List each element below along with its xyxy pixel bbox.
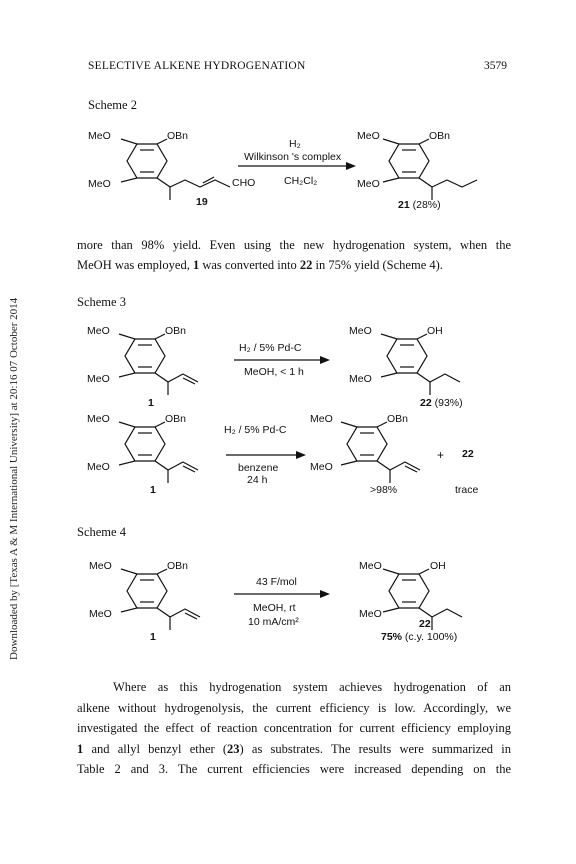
s4-cond-current: 10 mA/cm² <box>248 616 299 628</box>
p1-line2: MeOH was employed, 1 was converted into 22 in 75% yield (Scheme 4). <box>77 257 443 272</box>
scheme3-row2-reactant-ring <box>119 422 198 483</box>
s3r2-cond-solvent: benzene <box>238 462 279 474</box>
s4-cond-charge: 43 F/mol <box>256 576 297 588</box>
paragraph-2 <box>77 677 511 780</box>
s4-reactant-meo-bottom: MeO <box>89 608 112 620</box>
s3r2-side-product-amount: trace <box>455 484 479 496</box>
s3r1-cond-below: MeOH, < 1 h <box>244 366 304 378</box>
s4-product-number: 22 <box>419 618 431 630</box>
s2-cond-solvent: CH₂Cl₂ <box>284 175 318 187</box>
scheme-2-title: Scheme 2 <box>88 98 137 112</box>
p2-line2: alkene without hydrogenolysis, the current efficiency is low. Accordingly, we <box>77 700 511 715</box>
s2-product-meo-top: MeO <box>357 130 380 142</box>
s3r2-plus-sign: + <box>437 448 445 462</box>
scheme3-row1-reactant-ring <box>119 334 198 395</box>
s3r1-product-number: 22 <box>420 397 432 409</box>
s4-product-oh: OH <box>430 560 446 572</box>
s4-reactant-number: 1 <box>150 631 156 643</box>
download-note: Downloaded by [Texas A & M International University] at 20:16 07 October 2014 <box>8 297 20 660</box>
s3r1-reactant-meo-top: MeO <box>87 325 110 337</box>
s2-reactant-meo-top: MeO <box>88 130 111 142</box>
p2-line3: investigated the effect of reaction concentration for current efficiency employing <box>77 721 511 735</box>
scheme3-row2-product-ring <box>341 422 420 483</box>
s2-product-meo-bottom: MeO <box>357 178 380 190</box>
s3r1-cond-above: H₂ / 5% Pd-C <box>239 342 302 354</box>
scheme-4-title: Scheme 4 <box>77 525 126 539</box>
s3r2-reactant-obn: OBn <box>165 413 187 425</box>
running-head: SELECTIVE ALKENE HYDROGENATION <box>88 60 306 72</box>
s4-product-yield: 75% (c.y. 100%) <box>381 631 458 643</box>
s3r2-cond-above: H₂ / 5% Pd-C <box>224 424 287 436</box>
s2-reactant-number: 19 <box>196 196 208 208</box>
s4-reactant-meo-top: MeO <box>89 560 112 572</box>
paragraph-1 <box>77 236 511 275</box>
s3r2-side-product-number: 22 <box>462 448 474 460</box>
scheme3-row1-product-ring <box>381 334 460 395</box>
scheme-3-title: Scheme 3 <box>77 295 126 309</box>
s2-product-obn: OBn <box>429 130 451 142</box>
s3r2-product-meo-top: MeO <box>310 413 333 425</box>
scheme2-product-ring <box>383 139 477 200</box>
s4-product-meo-top: MeO <box>359 560 382 572</box>
s3r2-reactant-meo-top: MeO <box>87 413 110 425</box>
s3r1-product-meo-top: MeO <box>349 325 372 337</box>
s2-cond-h2: H₂ <box>289 138 301 150</box>
s3r2-reactant-number: 1 <box>150 484 156 496</box>
s2-product-yield: (28%) <box>412 199 441 211</box>
s2-product-number: 21 <box>398 199 410 211</box>
s3r1-product-oh: OH <box>427 325 443 337</box>
s4-product-meo-bottom: MeO <box>359 608 382 620</box>
s3r2-product-obn: OBn <box>387 413 409 425</box>
s3r1-reactant-meo-bottom: MeO <box>87 373 110 385</box>
s3r2-reactant-meo-bottom: MeO <box>87 461 110 473</box>
s2-product-label <box>398 199 441 211</box>
s2-reactant-obn: OBn <box>167 130 189 142</box>
page-number: 3579 <box>484 60 507 72</box>
scheme2-reactant-ring <box>121 139 230 200</box>
s4-cond-solvent: MeOH, rt <box>253 602 296 614</box>
p2-line4: 1 and allyl benzyl ether (23) as substrates. The results were summarized in <box>77 741 511 756</box>
s2-reactant-meo-bottom: MeO <box>88 178 111 190</box>
s3r1-reactant-number: 1 <box>148 397 154 409</box>
scheme4-reactant-ring <box>121 569 200 630</box>
s3r2-cond-time: 24 h <box>247 474 268 486</box>
p1-line1: more than 98% yield. Even using the new hydrogenation system, when the <box>77 238 511 252</box>
p2-line5: Table 2 and 3. The current efficiencies were increased depending on the <box>77 762 511 776</box>
s2-reactant-cho: CHO <box>232 177 256 189</box>
s3r1-product-meo-bottom: MeO <box>349 373 372 385</box>
s3r2-product-yield: >98% <box>370 484 398 496</box>
s3r1-product-yield: (93%) <box>434 397 463 409</box>
s2-cond-catalyst: Wilkinson 's complex <box>244 151 342 163</box>
s4-reactant-obn: OBn <box>167 560 189 572</box>
p2-line1: Where as this hydrogenation system achieves hydrogenation of an <box>113 680 511 694</box>
s3r2-product-meo-bottom: MeO <box>310 461 333 473</box>
s3r1-reactant-obn: OBn <box>165 325 187 337</box>
s3r1-product-label <box>420 397 463 409</box>
